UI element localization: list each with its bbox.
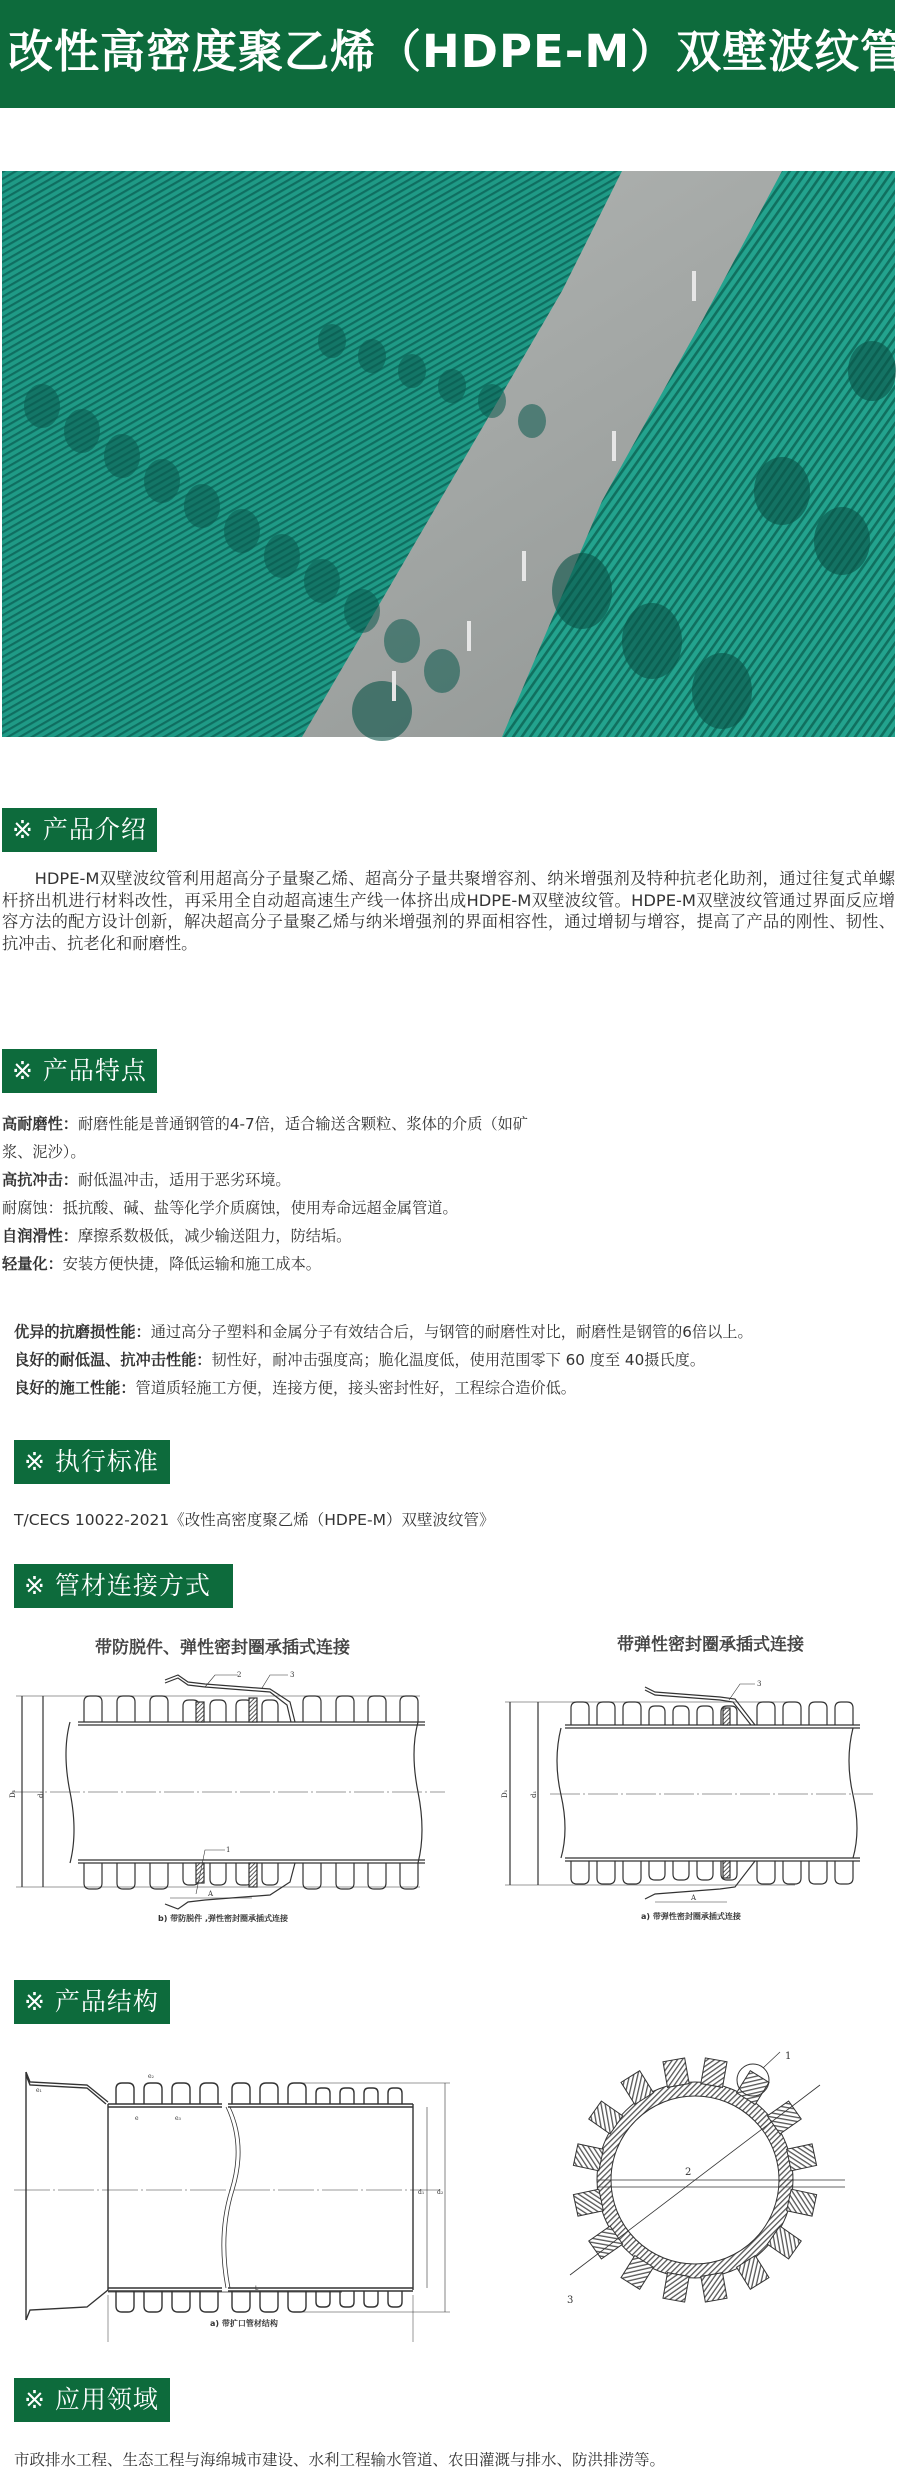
features-list [2,1110,702,1278]
svg-text:3: 3 [757,1680,762,1688]
svg-text:e₂: e₂ [148,2073,154,2080]
structure-length-dimension [100,2285,350,2310]
svg-text:1: 1 [226,1846,231,1854]
svg-text:D₁: D₁ [9,1789,17,1798]
pipes-photo-illustration [2,171,895,737]
section-label-connection: ※ 管材连接方式 [14,1564,233,1608]
intro-paragraph: HDPE-M双壁波纹管利用超高分子量聚乙烯、超高分子量共聚增容剂、纳米增强剂及特种抗老化助剂，通过往复式单螺杆挤出机进行材料改性，再采用全自动超高速生产线一体挤出成HDPE-M双壁波纹管。HDPE-M双壁波纹管通过界面反应增容方法的配方设计创新，解决超高分子量聚乙烯与纳米增强剂的界面相容性，通过增韧与增容，提高了产品的刚性、韧性、抗冲击、抗老化和耐磨性。 [2,869,895,953]
svg-text:d₁: d₁ [418,2189,425,2196]
advantage-item: 优异的抗磨损性能：通过高分子塑料和金属分子有效结合后，与钢管的耐磨性对比，耐磨性是钢管的6倍以上。 [14,1323,753,1341]
feature-item: 高耐磨性：耐磨性能是普通钢管的4-7倍，适合输送含颗粒、浆体的介质（如矿 [2,1115,528,1133]
page-title-bar [0,0,906,108]
svg-text:d₁: d₁ [530,1790,538,1798]
section-label-features: ※ 产品特点 [2,1049,157,1093]
feature-item: 轻量化：安装方便快捷，降低运输和施工成本。 [2,1255,321,1273]
svg-text:A: A [691,1894,697,1902]
svg-text:2: 2 [685,2167,692,2178]
section-label-structure: ※ 产品结构 [14,1980,170,2024]
advantage-item: 良好的施工性能：管道质轻施工方便，连接方便，接头密封性好，工程综合造价低。 [14,1379,576,1397]
svg-text:e₃: e₃ [175,2115,181,2122]
connection-diagram-caption-a: a) 带弹性密封圈承插式连接 [641,1912,741,1921]
svg-text:A: A [208,1890,214,1898]
svg-text:3: 3 [290,1671,295,1679]
application-text: 市政排水工程、生态工程与海绵城市建设、水利工程输水管道、农田灌溉与排水、防洪排涝等。 [14,2451,666,2469]
advantages-list [14,1318,894,1402]
page-title: 改性高密度聚乙烯（HDPE-M）双壁波纹管 [8,25,906,78]
svg-text:e₁: e₁ [36,2087,42,2094]
section-label-intro: ※ 产品介绍 [2,808,157,852]
connection-diagram-caption-b: b) 带防脱件 ,弹性密封圈承插式连接 [158,1914,288,1923]
connection-diagram-a [495,1680,895,1910]
svg-text:e: e [135,2115,139,2122]
structure-diagram-caption: a) 带扩口管材结构 [210,2319,278,2328]
feature-item: 耐腐蚀：抵抗酸、碱、盐等化学介质腐蚀，使用寿命远超金属管道。 [2,1199,458,1217]
connection-diagram-title-b: 带防脱件、弹性密封圈承插式连接 [95,1638,350,1658]
svg-text:D₁: D₁ [501,1789,509,1798]
section-label-standard: ※ 执行标准 [14,1440,170,1484]
svg-text:1: 1 [785,2051,792,2062]
connection-diagram-b [0,1672,450,1912]
section-label-application: ※ 应用领域 [14,2378,170,2422]
product-photo [2,171,895,737]
svg-text:d₂: d₂ [437,2189,444,2196]
structure-diagram-cross-section [567,2051,845,2306]
standard-text: T/CECS 10022-2021《改性高密度聚乙烯（HDPE-M）双壁波纹管》 [14,1511,495,1529]
feature-item: 自润滑性：摩擦系数极低，减少输送阻力，防结垢。 [2,1227,352,1245]
svg-text:d₁: d₁ [37,1790,45,1798]
advantage-item: 良好的耐低温、抗冲击性能：韧性好，耐冲击强度高；脆化温度低，使用范围零下 60 度至 40摄氏度。 [14,1351,706,1369]
svg-text:3: 3 [567,2295,574,2306]
svg-text:2: 2 [237,1671,242,1679]
feature-item-continuation: 浆、泥沙）。 [2,1143,86,1161]
feature-item: 高抗冲击：耐低温冲击，适用于恶劣环境。 [2,1171,291,1189]
connection-diagram-title-a: 带弹性密封圈承插式连接 [617,1635,804,1655]
structure-diagram-longitudinal [0,2070,460,2310]
svg-text:L: L [255,2285,259,2292]
